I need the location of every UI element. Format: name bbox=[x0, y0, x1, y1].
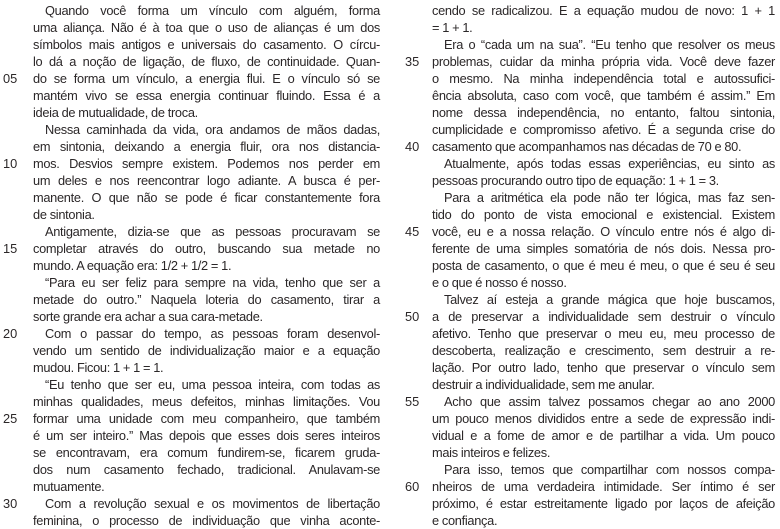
line-text: mudou. Ficou: 1 + 1 = 1. bbox=[33, 360, 164, 375]
text-line bbox=[3, 240, 383, 257]
text-line bbox=[3, 393, 383, 410]
text-line bbox=[3, 138, 383, 155]
line-text: mutuamente. bbox=[33, 479, 105, 494]
line-text: Antigamente, dizia-se que as pessoas procuravam se bbox=[45, 224, 380, 239]
line-text: nheiros de uma verdadeira intimidade. Ser íntimo é ser bbox=[432, 479, 775, 494]
text-line bbox=[3, 478, 383, 495]
line-text: Com a revolução sexual e os movimentos de libertação bbox=[45, 496, 380, 511]
line-text: problemas, cuidar da minha própria vida. Você deve fazer bbox=[432, 54, 775, 69]
line-text: “Eu tenho que ser eu, uma pessoa inteira, com todas as bbox=[45, 377, 380, 392]
text-line bbox=[3, 223, 383, 240]
line-text: descoberta, realização e crescimento, sem destruir a re- bbox=[432, 343, 775, 358]
text-line bbox=[405, 410, 777, 427]
text-line bbox=[405, 461, 777, 478]
text-line bbox=[3, 359, 383, 376]
text-line bbox=[3, 342, 383, 359]
text-line bbox=[3, 155, 383, 172]
text-line bbox=[3, 512, 383, 529]
text-line bbox=[405, 478, 777, 495]
line-text: um deles e nos reencontrar logo adiante. A busca é per- bbox=[33, 173, 380, 188]
text-line bbox=[405, 325, 777, 342]
text-line bbox=[405, 291, 777, 308]
text-line bbox=[405, 376, 777, 393]
line-text: destruir a individualidade, sem me anular. bbox=[432, 377, 655, 392]
line-text: símbolos mais antigos e universais do casamento. O círcu- bbox=[33, 37, 380, 52]
text-line bbox=[405, 138, 777, 155]
text-line bbox=[3, 308, 383, 325]
line-text: mundo. A equação era: 1/2 + 1/2 = 1. bbox=[33, 258, 232, 273]
line-text: “Para eu ser feliz para sempre na vida, tenho que ser a bbox=[45, 275, 380, 290]
line-text: Atualmente, após todas essas experiências, eu sinto as bbox=[444, 156, 775, 171]
line-text: = 1 + 1. bbox=[432, 20, 473, 35]
line-text: afetivo. Tenho que preservar o meu eu, meu processo de bbox=[432, 326, 775, 341]
line-number: 25 bbox=[3, 411, 18, 426]
line-text: pessoas procurando outro tipo de equação: 1 + 1 = 3. bbox=[432, 173, 719, 188]
text-line bbox=[405, 444, 777, 461]
text-line bbox=[405, 70, 777, 87]
line-text: Nessa caminhada da vida, ora andamos de mãos dadas, bbox=[45, 122, 380, 137]
line-text: Para a aritmética ela pode não ter lógica, mas faz sen- bbox=[444, 190, 775, 205]
line-text: nome dessa independência, no entanto, faltou sintonia, bbox=[432, 105, 775, 120]
text-line bbox=[405, 240, 777, 257]
text-line bbox=[3, 427, 383, 444]
text-line bbox=[3, 444, 383, 461]
line-text: ência absoluta, caso com você, que também é assim.” Em bbox=[432, 88, 775, 103]
line-text: manente. O que não se pode é ficar constantemente fora bbox=[33, 190, 380, 205]
text-line bbox=[405, 427, 777, 444]
text-line bbox=[405, 87, 777, 104]
text-line bbox=[3, 189, 383, 206]
text-line bbox=[405, 19, 777, 36]
line-number: 50 bbox=[405, 309, 420, 324]
line-number: 15 bbox=[3, 241, 18, 256]
text-line bbox=[3, 104, 383, 121]
text-line bbox=[3, 206, 383, 223]
line-text: próximo, é estar estreitamente ligado por laços de afeição bbox=[432, 496, 775, 511]
line-text: Era o “cada um na sua”. “Eu tenho que resolver os meus bbox=[444, 37, 775, 52]
line-text: do se forma um vínculo, a energia flui. E o vínculo só se bbox=[33, 71, 380, 86]
line-text: posta de casamento, o que é meu é meu, o que é seu é seu bbox=[432, 258, 775, 273]
line-number: 40 bbox=[405, 139, 420, 154]
line-text: completar através do outro, buscando sua metade no bbox=[33, 241, 380, 256]
text-line bbox=[405, 206, 777, 223]
line-text: de sintonia. bbox=[33, 207, 95, 222]
text-line bbox=[405, 359, 777, 376]
text-line bbox=[3, 2, 383, 19]
text-line bbox=[405, 104, 777, 121]
line-text: a de preservar a individualidade sem destruir o vínculo bbox=[432, 309, 775, 324]
text-line bbox=[3, 495, 383, 512]
text-line bbox=[405, 274, 777, 291]
text-line bbox=[3, 87, 383, 104]
line-text: mos. Desvios sempre existem. Podemos nos perder em bbox=[33, 156, 380, 171]
line-text: dos num casamento fechado, tradicional. Anulavam-se bbox=[33, 462, 380, 477]
line-text: tido do ponto de vista emocional e existencial. Existem bbox=[432, 207, 775, 222]
text-line bbox=[405, 393, 777, 410]
line-text: ferente de uma simples somatória de nós dois. Nessa pro- bbox=[432, 241, 775, 256]
line-number: 60 bbox=[405, 479, 420, 494]
line-text: mais inteiros e felizes. bbox=[432, 445, 551, 460]
line-text: é um ser inteiro.” Mas depois que esses dois seres inteiros bbox=[33, 428, 380, 443]
text-line bbox=[405, 155, 777, 172]
line-text: formar uma unidade com meu companheiro, que também bbox=[33, 411, 380, 426]
line-number: 20 bbox=[3, 326, 18, 341]
line-number: 45 bbox=[405, 224, 420, 239]
line-text: cendo se radicalizou. E a equação mudou de novo: 1 + 1 bbox=[432, 3, 775, 18]
line-number: 10 bbox=[3, 156, 18, 171]
text-line bbox=[405, 189, 777, 206]
text-line bbox=[3, 257, 383, 274]
text-column-right bbox=[405, 2, 777, 529]
line-number: 05 bbox=[3, 71, 18, 86]
line-text: casamento que acompanhamos nas décadas de 70 e 80. bbox=[432, 139, 742, 154]
line-text: lo dá a noção de ligação, de fluxo, de continuidade. Quan- bbox=[33, 54, 380, 69]
text-line bbox=[405, 36, 777, 53]
text-line bbox=[405, 257, 777, 274]
line-text: ideia de mutualidade, de troca. bbox=[33, 105, 198, 120]
line-text: Quando você forma um vínculo com alguém, forma bbox=[45, 3, 380, 18]
text-column-left bbox=[3, 2, 383, 529]
line-text: Acho que assim talvez possamos chegar ao ano 2000 bbox=[444, 394, 775, 409]
line-text: um pouco menos divididos entre a sede de expressão indi- bbox=[432, 411, 775, 426]
text-line bbox=[3, 121, 383, 138]
text-line bbox=[3, 376, 383, 393]
line-text: vidual e a fome de amor e de partilhar a vida. Um pouco bbox=[432, 428, 775, 443]
text-line bbox=[3, 274, 383, 291]
line-number: 35 bbox=[405, 54, 420, 69]
text-line bbox=[3, 461, 383, 478]
text-line bbox=[3, 172, 383, 189]
line-number: 55 bbox=[405, 394, 420, 409]
text-line bbox=[3, 19, 383, 36]
text-line bbox=[405, 308, 777, 325]
line-text: mantém vivo se essa energia continuar fluindo. Essa é a bbox=[33, 88, 380, 103]
text-line bbox=[405, 2, 777, 19]
line-text: e confiança. bbox=[432, 513, 498, 528]
line-text: vendo um sentido de individualização maior e a equação bbox=[33, 343, 380, 358]
text-line bbox=[405, 342, 777, 359]
line-text: metade do outro.” Naquela loteria do casamento, tirar a bbox=[33, 292, 380, 307]
line-number: 30 bbox=[3, 496, 18, 511]
text-line bbox=[405, 53, 777, 70]
line-text: sorte grande era achar a sua cara-metade. bbox=[33, 309, 263, 324]
line-text: uma aliança. Não é à toa que o uso de alianças é um dos bbox=[33, 20, 380, 35]
text-line bbox=[405, 172, 777, 189]
line-text: feminina, o processo de individuação que vinha aconte- bbox=[33, 513, 380, 528]
text-line bbox=[3, 325, 383, 342]
text-line bbox=[405, 495, 777, 512]
text-line bbox=[3, 53, 383, 70]
text-line bbox=[405, 223, 777, 240]
line-text: se encontravam, era comum fundirem-se, ficarem gruda- bbox=[33, 445, 380, 460]
line-text: Para isso, temos que compartilhar com nossos compa- bbox=[444, 462, 775, 477]
line-text: e o que é nosso é nosso. bbox=[432, 275, 567, 290]
text-line bbox=[3, 410, 383, 427]
line-text: Com o passar do tempo, as pessoas foram desenvol- bbox=[45, 326, 380, 341]
text-line bbox=[405, 512, 777, 529]
line-text: em sintonia, deixando a energia fluir, ora nos distancia- bbox=[33, 139, 380, 154]
line-text: minhas qualidades, meus defeitos, minhas limitações. Vou bbox=[33, 394, 380, 409]
line-text: o mesmo. Na minha independência total e autossufici- bbox=[432, 71, 775, 86]
text-line bbox=[3, 291, 383, 308]
text-line bbox=[405, 121, 777, 138]
line-text: cumplicidade e compromisso afetivo. É a segunda crise do bbox=[432, 122, 775, 137]
text-line bbox=[3, 70, 383, 87]
line-text: você, eu e a nossa relação. O vínculo entre nós é algo di- bbox=[432, 224, 775, 239]
line-text: lação. Por outro lado, tenho que preservar o vínculo sem bbox=[432, 360, 775, 375]
text-line bbox=[3, 36, 383, 53]
line-text: Talvez aí esteja a grande mágica que hoje buscamos, bbox=[444, 292, 775, 307]
